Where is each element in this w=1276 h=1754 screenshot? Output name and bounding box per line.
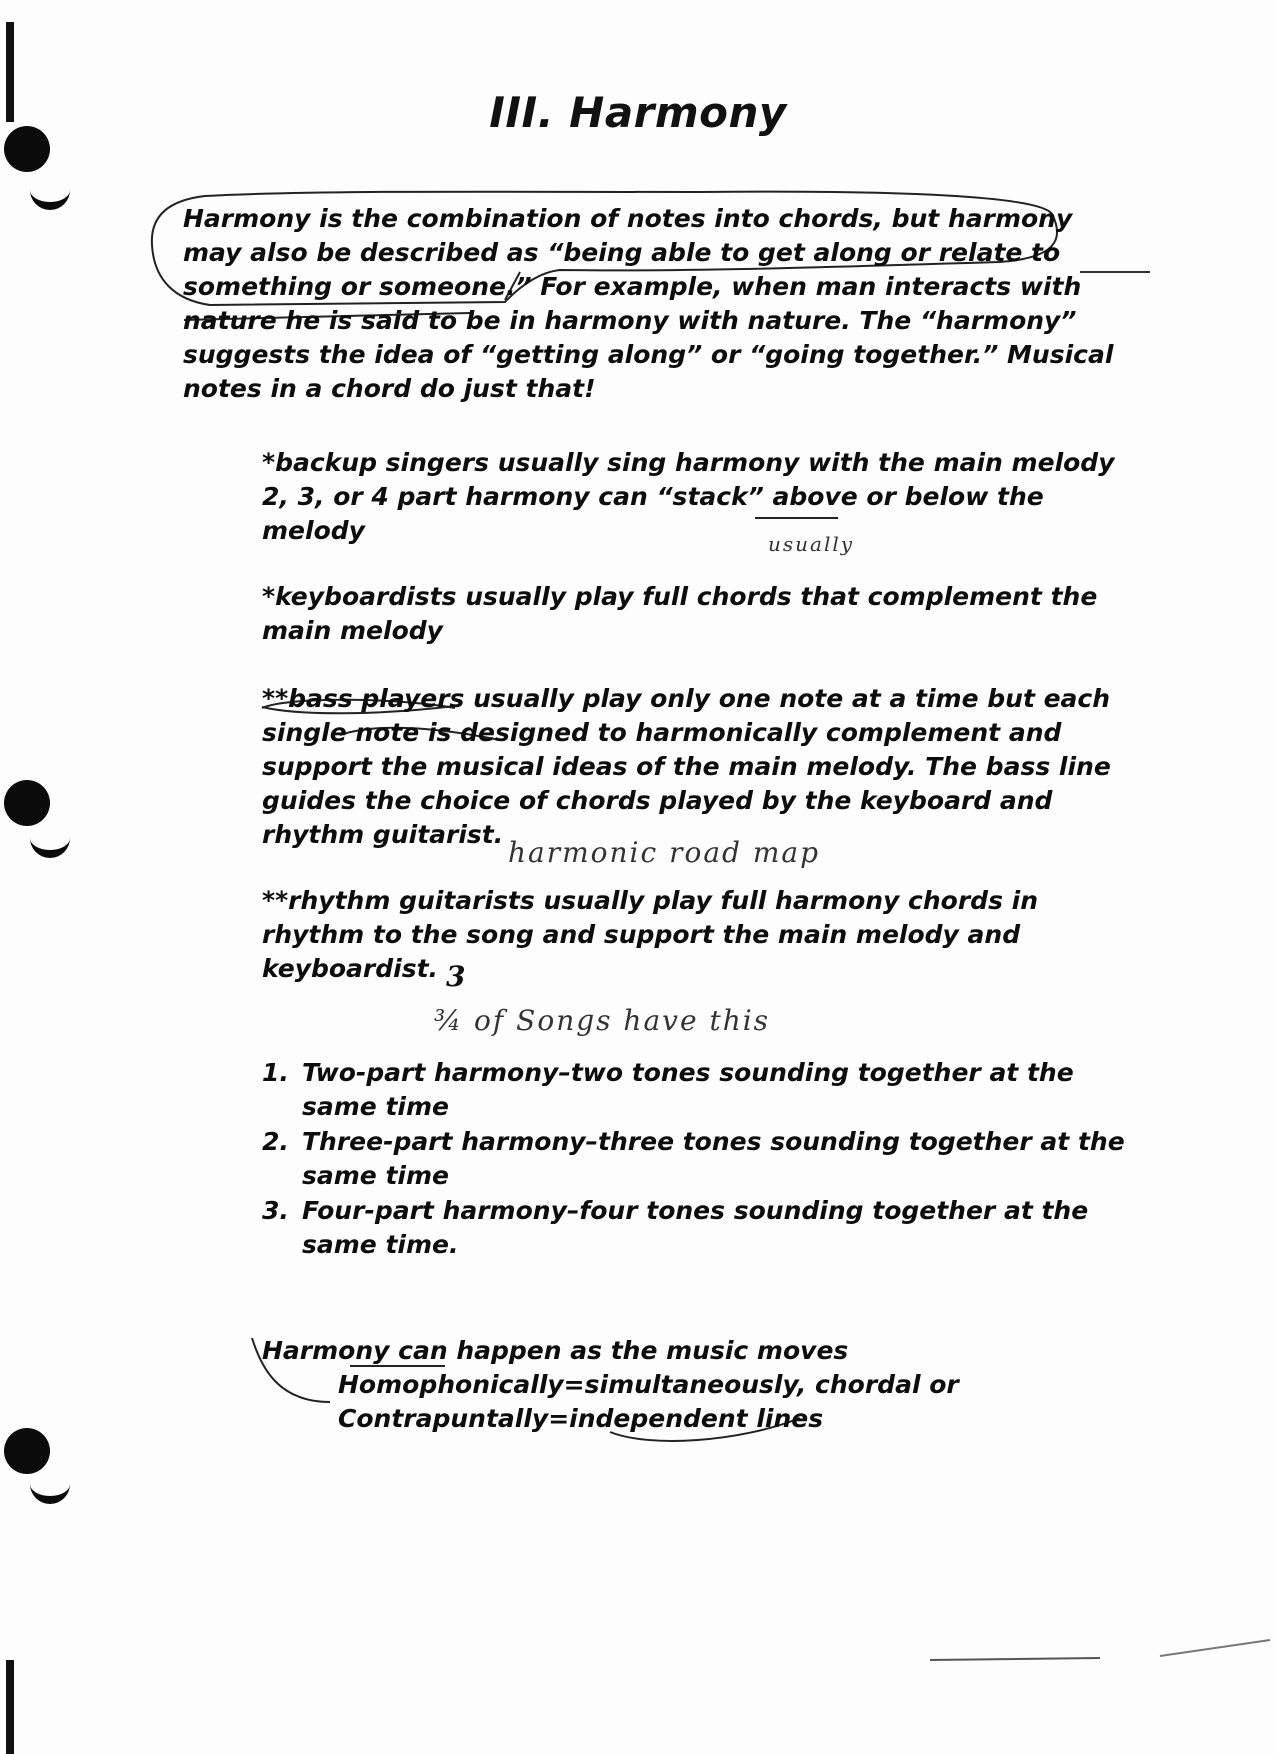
- list-number: 3.: [262, 1196, 289, 1225]
- closing-line: Harmony can happen as the music moves: [262, 1336, 849, 1365]
- rhythm-line: rhythm to the song and support the main melody and: [262, 920, 1021, 949]
- backup-line: 2, 3, or 4 part harmony can “stack” above or below the: [262, 482, 1044, 511]
- bass-line: guides the choice of chords played by the keyboard and: [262, 786, 1053, 815]
- bass-line: single note is designed to harmonically complement and: [262, 718, 1062, 747]
- page-title: III. Harmony: [489, 88, 787, 137]
- closing-line: Contrapuntally=independent lines: [338, 1404, 824, 1433]
- list-item-text: Four-part harmony–four tones sounding together at the: [302, 1196, 1089, 1225]
- rhythm-line: keyboardist.: [262, 954, 439, 983]
- handwritten-road-map: harmonic road map: [508, 836, 821, 869]
- rhythm-line: **rhythm guitarists usually play full harmony chords in: [262, 886, 1039, 915]
- list-number: 1.: [262, 1058, 289, 1087]
- handwritten-usually: usually: [768, 532, 855, 556]
- list-item-text: same time: [302, 1161, 449, 1190]
- list-number: 2.: [262, 1127, 289, 1156]
- list-item-text: same time: [302, 1092, 449, 1121]
- list-item-text: same time.: [302, 1230, 459, 1259]
- handwritten-songs-note: ¾ of Songs have this: [434, 1004, 771, 1037]
- bass-line: rhythm guitarist.: [262, 820, 504, 849]
- list-item-text: Three-part harmony–three tones sounding together at the: [302, 1127, 1125, 1156]
- bass-line: **bass players usually play only one note at a time but each: [262, 684, 1111, 713]
- keyboard-line: *keyboardists usually play full chords that complement the: [262, 582, 1098, 611]
- backup-line: melody: [262, 516, 365, 545]
- backup-line: *backup singers usually sing harmony with the main melody: [262, 448, 1115, 477]
- intro-line: something or someone.” For example, when man interacts with: [183, 272, 1082, 301]
- intro-line: nature he is said to be in harmony with nature. The “harmony”: [183, 306, 1077, 335]
- intro-line: Harmony is the combination of notes into chords, but harmony: [183, 204, 1073, 233]
- handwritten-number-3: 3: [446, 960, 468, 993]
- intro-line: suggests the idea of “getting along” or “going together.” Musical: [183, 340, 1114, 369]
- bass-line: support the musical ideas of the main melody. The bass line: [262, 752, 1111, 781]
- intro-line: may also be described as “being able to get along or relate to: [183, 238, 1061, 267]
- list-item-text: Two-part harmony–two tones sounding together at the: [302, 1058, 1074, 1087]
- intro-line: notes in a chord do just that!: [183, 374, 596, 403]
- keyboard-line: main melody: [262, 616, 443, 645]
- closing-line: Homophonically=simultaneously, chordal or: [338, 1370, 959, 1399]
